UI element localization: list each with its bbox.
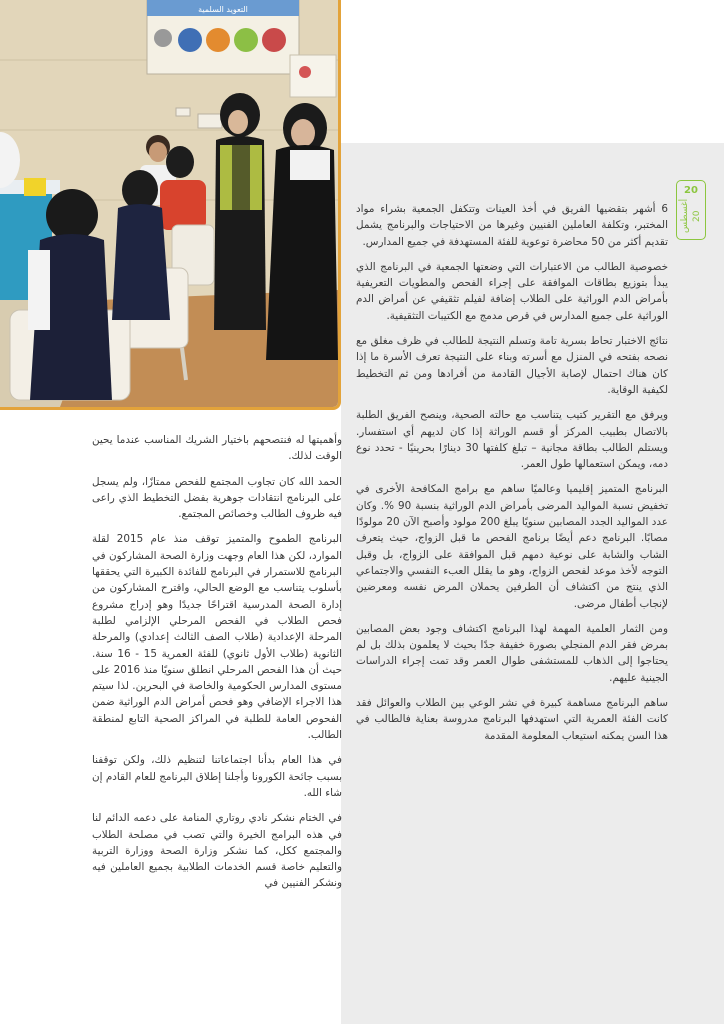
paragraph: نتائج الاختبار تحاط بسرية تامة وتسلم النتيجة للطالب في ظرف مغلق مع نصحه بفتحه في المنزل مع أسرته وبناء على النتيجة تعرف الأسرة ما إذا كان هناك احتمال لإصابة الأجيال القادمة من أفرادها ومن ثم التخطيط لكيفية الوقاية. <box>356 335 668 396</box>
issue-date-tab <box>676 180 706 240</box>
paragraph: الحمد الله كان تجاوب المجتمع للفحص ممتازًا، ولم يسجل على البرنامج انتقادات جوهرية بفضل التخطيط الذي راعى فيه ظروف الطالب وخصائص المجتمع. <box>92 475 342 521</box>
paragraph: ومن الثمار العلمية المهمة لهذا البرنامج اكتشاف وجود بعض المصابين بمرض فقر الدم المنجلي بصورة خفيفة جدًا بحيث لا يعلمون بذلك بل لم يحتاجوا إلى الذهاب للمستشفى طوال العمر وقد تمت إجراء الدراسات الجينية عليهم. <box>356 622 668 684</box>
issue-day: 20 <box>684 185 698 196</box>
article-column-right <box>356 201 668 753</box>
paragraph: ويرفق مع التقرير كتيب يتناسب مع حالته الصحية، وينصح الفريق الطلبة بالاتصال بطبيب المركز أو قسم الوراثة إذا كان لديهم أي استفسار. ويستلم الطالب بطاقة مجانية – تبلغ كلفتها 30 دينارًا بحرينيًا - تحدد نوع دمه، ويمكن استعمالها طول العمر. <box>356 409 668 471</box>
paragraph: البرنامج الطموح والمتميز توقف منذ عام 2015 لقلة الموارد، لكن هذا العام وجهت وزارة الصحة المشاركون في البرنامج للاستمرار في البرنامج للفائدة الكبيرة التي يحققها بأسلوب يتناسب مع الوضع الحالي، واقترح المشاركون من إدارة الصحة المدرسية اقتراحًا جديدًا وهو إدراج مشروع فحص الطلاب في الفحص المرحلي الإلزامي لطلبة المرحلة الإعدادية (طلاب الصف الثالث إعدادي) والمرحلة الثانوية (طلاب الأول ثانوي) للفئة العمرية 15 - 16 سنة. حيث أن هذا الفحص المرحلي انطلق سنويًا منذ 2016 على مستوى المدارس الحكومية والخاصة في البحرين. لذا سيتم هذا الاجراء الإضافي وهو فحص أمراض الدم الوراثية ضمن الفحوص العامة للطلبة في المراكز الصحية التابع لمنطقة الطالب. <box>92 533 343 742</box>
paragraph: وأهميتها له فنتصحهم باختيار الشريك المناسب عندما يحين الوقت لذلك. <box>92 434 342 463</box>
paragraph: 6 أشهر بتقضيها الفريق في أخذ العينات وتتكفل الجمعية بشراء مواد المختبر، وتكلفة العاملين الفنيين وغيرها من الاحتياجات والبرنامج يشمل تقديم أكثر من 50 محاضرة توعوية للفئة المستهدفة في جميع المدارس. <box>356 203 668 248</box>
paragraph: في الختام نشكر نادي روتاري المنامة على دعمه الدائم لنا في هذه البرامج الخيرة والتي تصب في مصلحة الطلاب والمجتمع ككل، كما نشكر وزارة الصحة ووزارة التربية والتعليم خاصة قسم الخدمات الطلابية بجميع العاملين فيه ونشكر الفنيين في <box>92 812 342 890</box>
issue-month: أغسطس <box>680 198 690 233</box>
paragraph: في هذا العام بدأنا اجتماعاتنا لتنظيم ذلك، ولكن توقفنا بسبب جائحة الكورونا وأجلنا إطلاق البرنامج للعام القادم إن شاء الله. <box>92 754 342 799</box>
poster-title: التعويد السلمية <box>198 5 248 14</box>
paragraph: خصوصية الطالب من الاعتبارات التي وضعتها الجمعية في البرنامج الذي يبدأ بتوزيع بطاقات الموافقة على إجراء الفحص والمطويات التعريفية بأمراض الدم الوراثية على الطلاب إضافة لفيلم تثقيفي عن أمراض الدم الوراثية على جميع المدارس في قرص مدمج مع الكتيبات التثقيفية. <box>356 260 668 322</box>
paragraph: البرنامج المتميز إقليميا وعالميًا ساهم مع برامج المكافحة الأخرى في تخفيض نسبة المواليد المرضى بأمراض الدم الوراثية بنسبة 90 %. وكان عدد المواليد الجدد المصابين سنويًا يبلغ 200 مولود وأصبح الآن 20 مولودًا مصابًا. البرنامج دعم أيضًا برنامج الفحص ما قبل الزواج، حيث يتعرف الشاب والشابة على نوعية دمهم قبل الموافقة على الزواج، بل وقبل التوجه لأخذ موعد لفحص الزواج، وهو ما يقلل العبء النفسي والاجتماعي الذي ينتج من اكتشاف أن الطرفين يحملان المرض نفسه ومعرضين لإنجاب أطفال مرضى. <box>356 483 669 610</box>
paragraph: ساهم البرنامج مساهمة كبيرة في نشر الوعي بين الطلاب والعوائل فقد كانت الفئة العمرية التي استهدفها البرنامج مدروسة بعناية فالطالب في هذا السن يمكنه استيعاب المعلومة المقدمة <box>356 697 668 742</box>
issue-year: 20 <box>692 210 702 222</box>
article-photo <box>0 0 341 410</box>
article-column-left <box>92 432 342 901</box>
